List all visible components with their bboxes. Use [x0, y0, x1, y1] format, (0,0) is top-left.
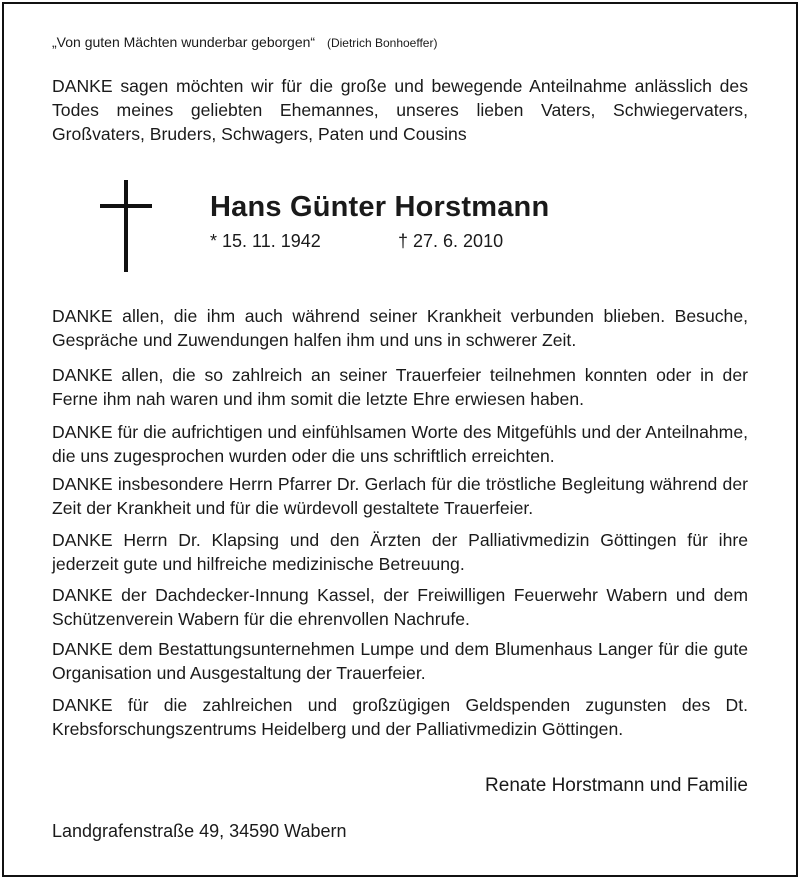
- thanks-paragraph: DANKE Herrn Dr. Klapsing und den Ärzten der Palliativmedizin Göttingen für ihre jederzeit gute und hilfreiche medizinische Betreuung.: [52, 530, 748, 574]
- deceased-name: Hans Günter Horstmann: [210, 191, 550, 223]
- thanks-paragraph: DANKE allen, die ihm auch während seiner Krankheit verbunden blieben. Besuche, Gespräche und Zuwendungen halfen ihm und uns in schwerer Zeit.: [52, 306, 748, 350]
- thanks-paragraph: DANKE dem Bestattungsunternehmen Lumpe und dem Blumenhaus Langer für die gute Organisation und Ausgestaltung der Trauerfeier.: [52, 639, 748, 683]
- thanks-paragraph: DANKE der Dachdecker-Innung Kassel, der Freiwilligen Feuerwehr Wabern und dem Schützenverein Wabern für die ehrenvollen Nachrufe.: [52, 585, 748, 629]
- address: Landgrafenstraße 49, 34590 Wabern: [52, 821, 347, 841]
- birth-date: * 15. 11. 1942: [210, 231, 321, 251]
- thanks-paragraph: DANKE insbesondere Herrn Pfarrer Dr. Gerlach für die tröstliche Begleitung während der Zeit der Krankheit und für die würdevoll gestaltete Trauerfeier.: [52, 474, 748, 518]
- signature: Renate Horstmann und Familie: [485, 775, 748, 796]
- epigraph-quote: „Von guten Mächten wunderbar geborgen“: [52, 34, 316, 50]
- thanks-paragraph: DANKE für die zahlreichen und großzügigen Geldspenden zugunsten des Dt. Krebsforschungszentrums Heidelberg und der Palliativmedizin Göttingen.: [52, 695, 748, 739]
- thanks-paragraph: DANKE für die aufrichtigen und einfühlsamen Worte des Mitgefühls und der Anteilnahme, die uns zugesprochen wurden oder die uns schriftlich erreichten.: [52, 422, 748, 466]
- epigraph: [52, 34, 437, 50]
- epigraph-author: (Dietrich Bonhoeffer): [326, 36, 438, 50]
- life-dates: [210, 231, 504, 252]
- thanks-paragraph: DANKE allen, die so zahlreich an seiner Trauerfeier teilnehmen konnten oder in der Ferne ihm nah waren und ihm somit die letzte Ehre erwiesen haben.: [52, 365, 748, 409]
- cross-icon: [100, 180, 152, 272]
- intro-paragraph: DANKE sagen möchten wir für die große und bewegende Anteilnahme anlässlich des Todes meines geliebten Ehemannes, unseres lieben Vaters, Schwiegervaters, Großvaters, Bruders, Schwagers, Paten und Cousins: [52, 76, 748, 144]
- death-date: † 27. 6. 2010: [398, 231, 504, 251]
